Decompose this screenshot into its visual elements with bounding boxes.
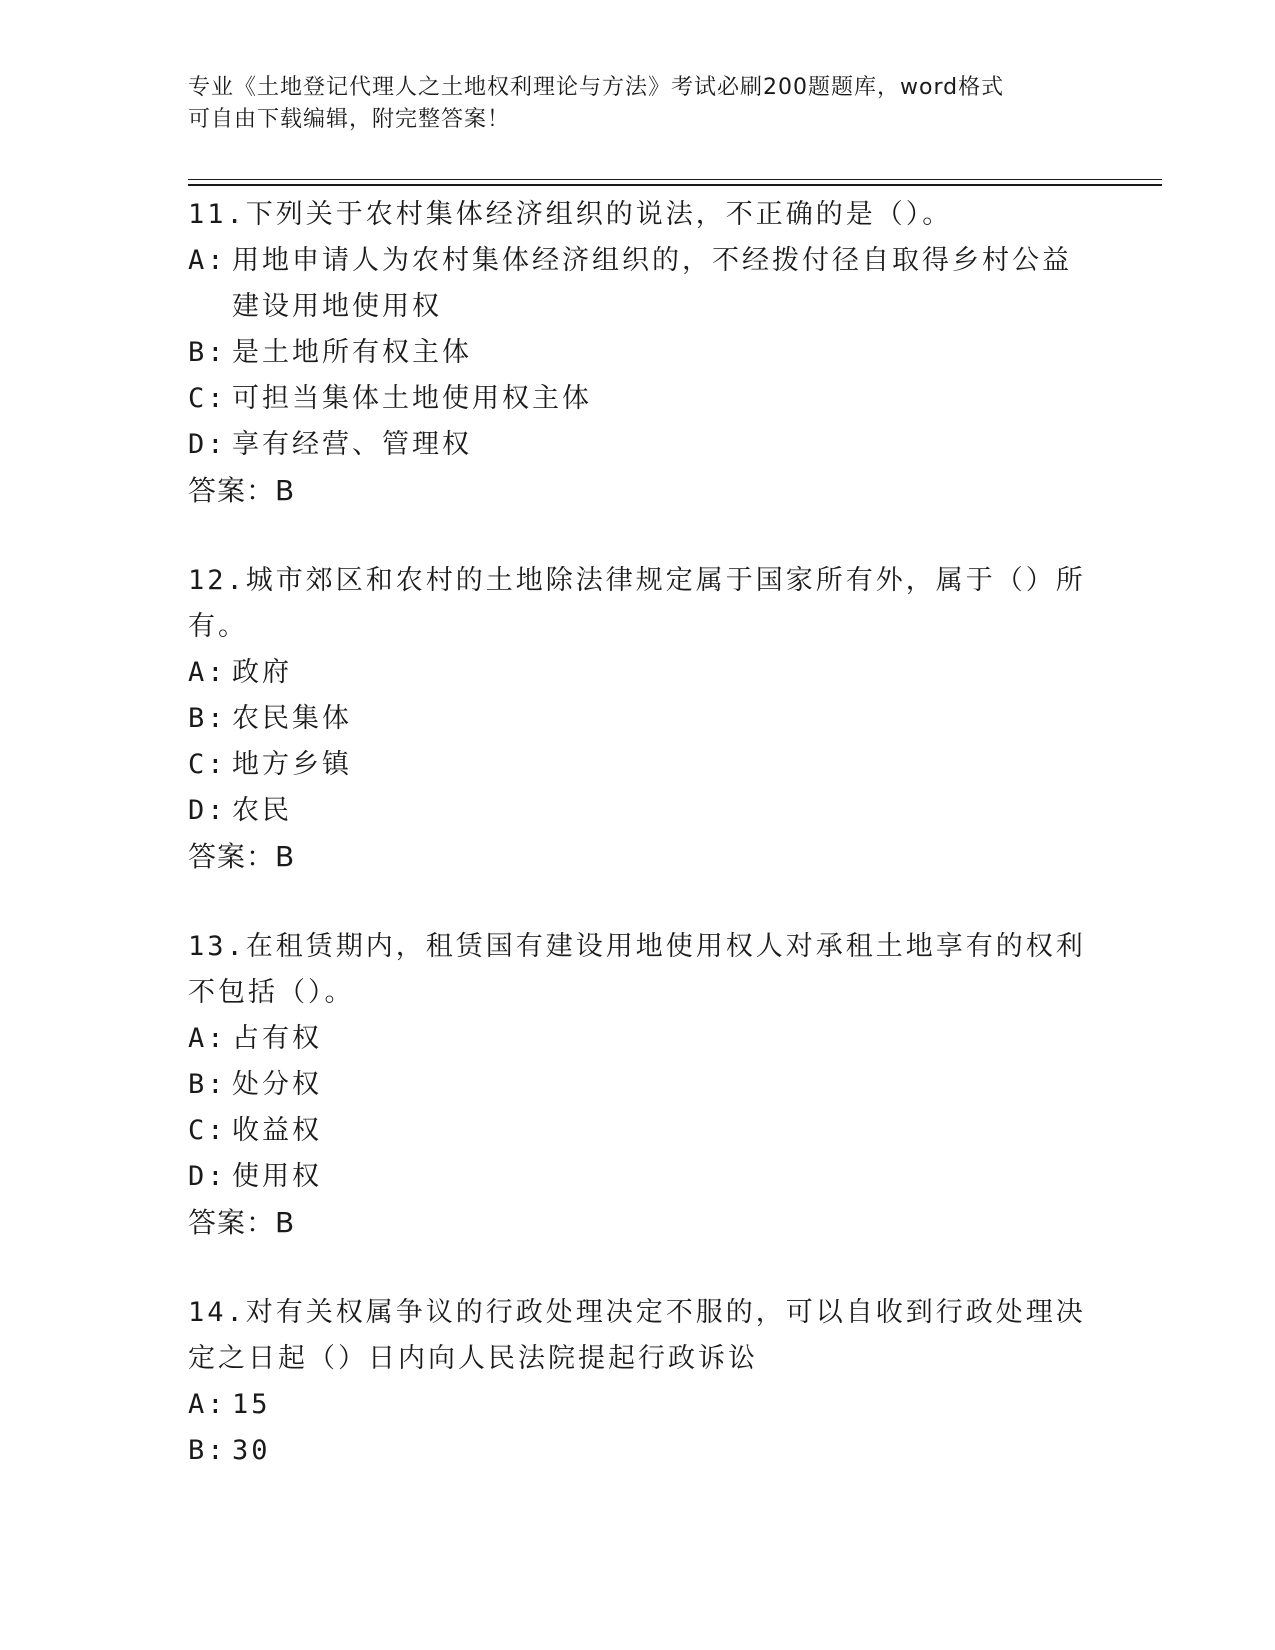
option-text: 地方乡镇: [232, 749, 352, 780]
option-text: 15: [232, 1389, 271, 1420]
option-text: 可担当集体土地使用权主体: [232, 383, 592, 414]
option-text: 政府: [232, 657, 292, 688]
option-b: [188, 1428, 1088, 1474]
option-letter: C:: [188, 383, 227, 414]
option-text: 用地申请人为农村集体经济组织的，不经拨付径自取得乡村公益建设用地使用权: [232, 245, 1072, 322]
option-letter: C:: [188, 1115, 227, 1146]
option-c: [188, 376, 1088, 422]
option-text: 是土地所有权主体: [232, 337, 472, 368]
option-letter: B:: [188, 1435, 227, 1466]
option-b: [188, 1062, 1088, 1108]
option-text: 使用权: [232, 1161, 322, 1192]
option-letter: C:: [188, 749, 227, 780]
option-letter: D:: [188, 1161, 227, 1192]
answer-line: 答案：B: [188, 474, 296, 507]
option-text: 收益权: [232, 1115, 322, 1146]
question-list: [188, 192, 1088, 1518]
option-letter: A:: [188, 1023, 227, 1054]
option-b: [188, 696, 1088, 742]
option-c: [188, 742, 1088, 788]
option-b: [188, 330, 1088, 376]
option-d: [188, 788, 1088, 834]
option-letter: B:: [188, 703, 227, 734]
option-letter: A:: [188, 1389, 227, 1420]
answer-line: 答案：B: [188, 840, 296, 873]
option-text: 30: [232, 1435, 271, 1466]
option-d: [188, 422, 1088, 468]
option-letter: D:: [188, 429, 227, 460]
question-11: [188, 192, 1088, 514]
option-c: [188, 1108, 1088, 1154]
header-line-2: 可自由下载编辑，附完整答案！: [188, 107, 511, 132]
option-a: [188, 1016, 1088, 1062]
question-14: [188, 1290, 1088, 1474]
option-a: [188, 238, 1088, 330]
header-line-1: 专业《土地登记代理人之土地权利理论与方法》考试必刷200题题库，word格式: [188, 75, 1005, 100]
question-stem: 11.下列关于农村集体经济组织的说法，不正确的是（）。: [188, 199, 953, 230]
option-letter: A:: [188, 657, 227, 688]
option-letter: A:: [188, 245, 227, 276]
option-letter: B:: [188, 1069, 227, 1100]
option-letter: D:: [188, 795, 227, 826]
question-13: [188, 924, 1088, 1246]
question-stem: 14.对有关权属争议的行政处理决定不服的，可以自收到行政处理决定之日起（）日内向人民法院提起行政诉讼: [188, 1297, 1086, 1374]
question-12: [188, 558, 1088, 880]
option-text: 处分权: [232, 1069, 322, 1100]
header-divider-top: [188, 179, 1162, 180]
option-a: [188, 650, 1088, 696]
question-stem: 12.城市郊区和农村的土地除法律规定属于国家所有外，属于（）所有。: [188, 565, 1086, 642]
header-divider-bottom: [188, 184, 1162, 186]
option-text: 农民: [232, 795, 292, 826]
document-header: [188, 72, 1078, 136]
answer-line: 答案：B: [188, 1206, 296, 1239]
option-text: 占有权: [232, 1023, 322, 1054]
option-d: [188, 1154, 1088, 1200]
question-stem: 13.在租赁期内，租赁国有建设用地使用权人对承租土地享有的权利不包括（）。: [188, 931, 1086, 1008]
option-text: 享有经营、管理权: [232, 429, 472, 460]
option-text: 农民集体: [232, 703, 352, 734]
option-a: [188, 1382, 1088, 1428]
option-letter: B:: [188, 337, 227, 368]
